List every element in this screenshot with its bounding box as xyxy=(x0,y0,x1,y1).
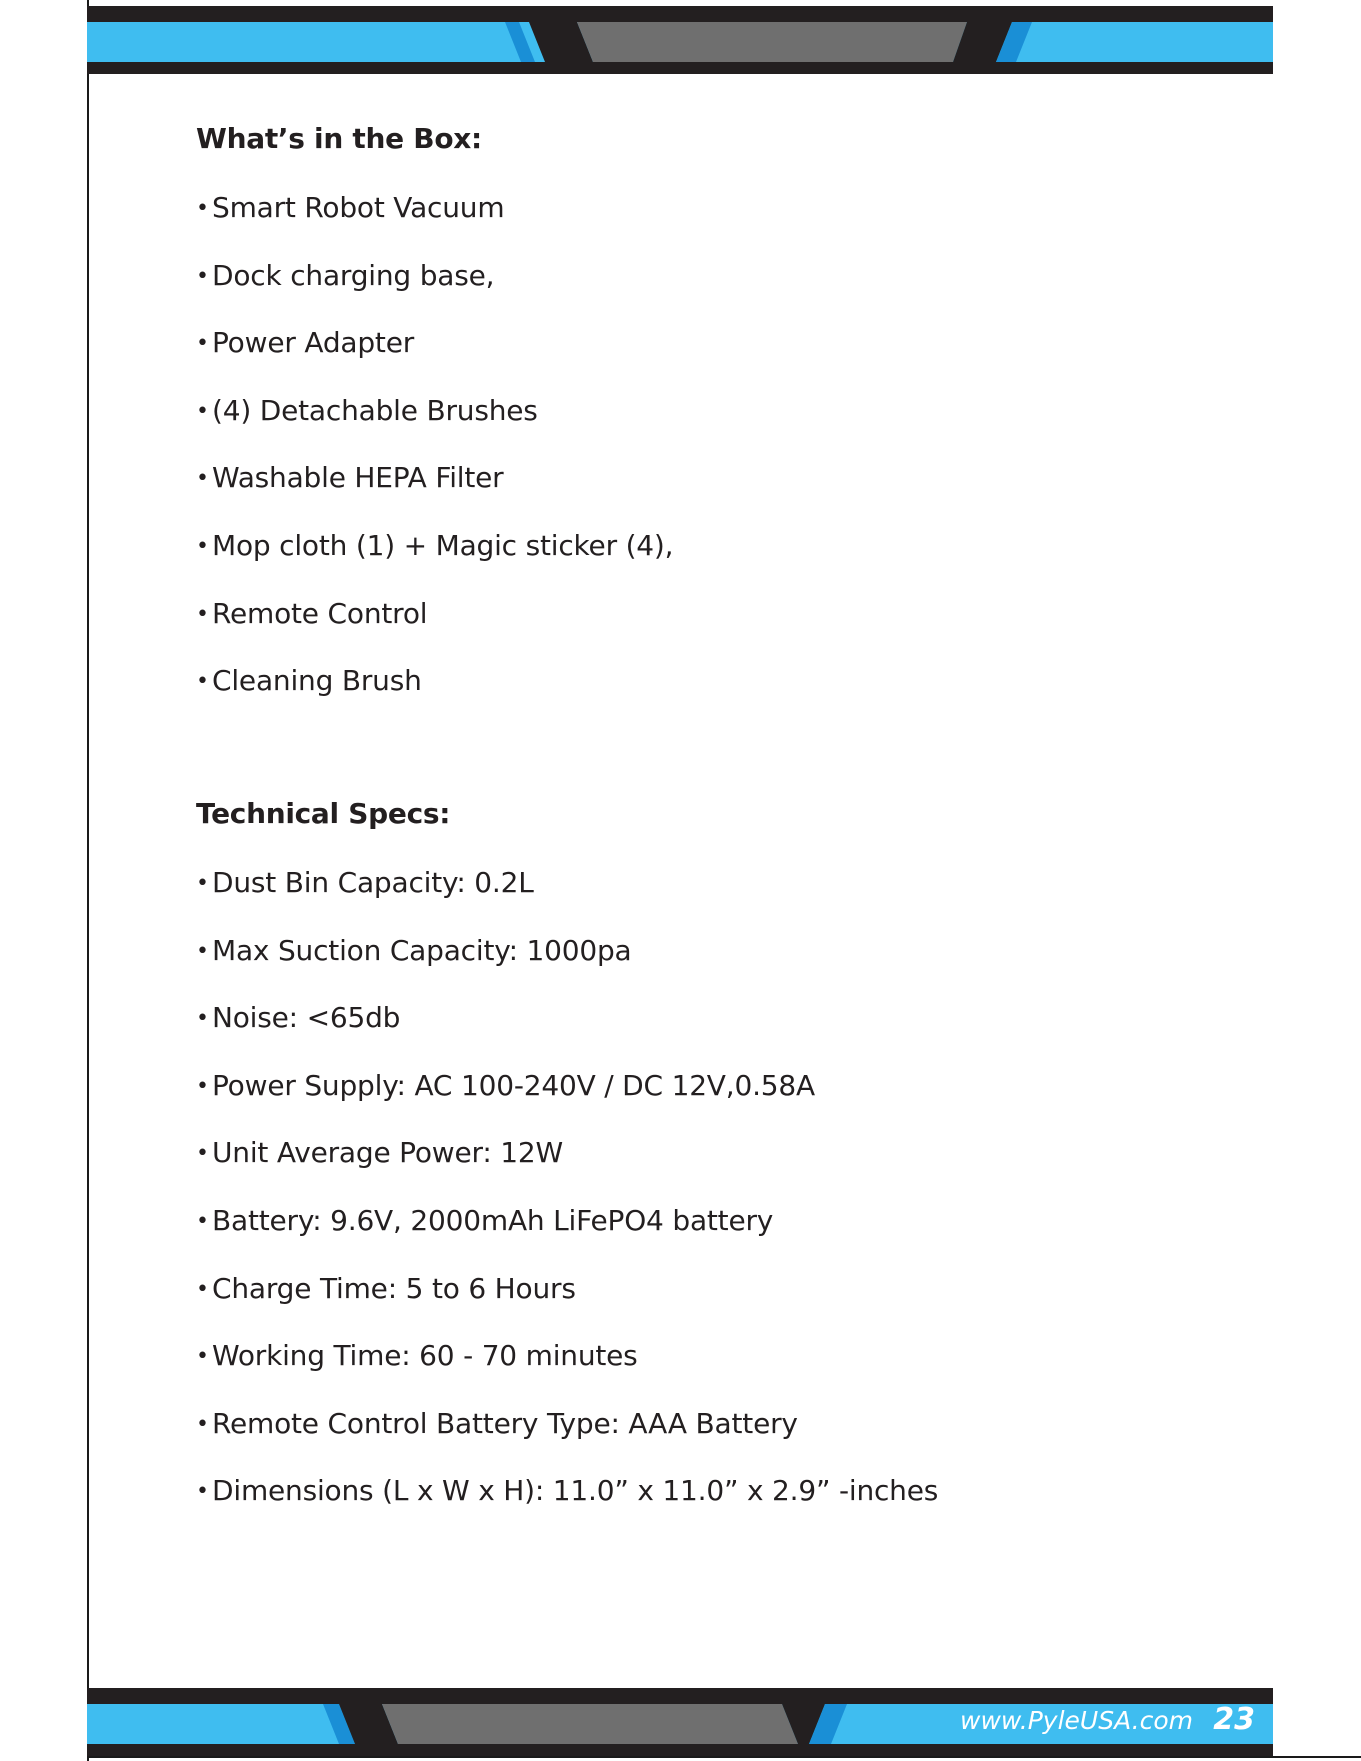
bullet-icon: • xyxy=(196,398,209,424)
box-item xyxy=(196,664,422,699)
spec-item-text: Max Suction Capacity: 1000pa xyxy=(212,933,632,967)
bullet-icon: • xyxy=(196,263,209,289)
bullet-icon: • xyxy=(196,196,209,221)
bullet-icon: • xyxy=(196,938,209,964)
bullet-icon: • xyxy=(196,1006,209,1032)
spec-item xyxy=(196,1204,773,1239)
spec-item xyxy=(196,1136,563,1171)
box-item xyxy=(196,394,538,429)
spec-item-text: Charge Time: 5 to 6 Hours xyxy=(212,1271,576,1305)
box-item-text: Dock charging base, xyxy=(212,258,495,292)
bullet-icon: • xyxy=(196,1141,209,1167)
spec-item-text: Battery: 9.6V, 2000mAh LiFePO4 battery xyxy=(212,1204,774,1237)
spec-item-text: Unit Average Power: 12W xyxy=(212,1136,563,1170)
specs-section-title: Technical Specs: xyxy=(196,797,451,830)
footer-decorative-band xyxy=(87,1688,1273,1756)
spec-item-text: Dimensions (L x W x H): 11.0” x 11.0” x 2.9” -inches xyxy=(212,1474,939,1508)
box-item-text: Mop cloth (1) + Magic sticker (4), xyxy=(212,529,674,562)
bullet-icon: • xyxy=(196,331,209,357)
spec-item xyxy=(196,1474,938,1509)
bullet-icon: • xyxy=(196,1209,209,1234)
box-item xyxy=(196,529,673,564)
spec-item-text: Working Time: 60 - 70 minutes xyxy=(212,1339,638,1373)
bullet-icon: • xyxy=(196,1411,209,1437)
spec-item xyxy=(196,1407,798,1442)
box-item xyxy=(196,259,494,294)
header-decorative-band xyxy=(87,6,1273,74)
spec-item xyxy=(196,1272,576,1307)
spec-item xyxy=(196,866,534,901)
page-number: 23 xyxy=(1213,1702,1255,1737)
spec-item-text: Dust Bin Capacity: 0.2L xyxy=(212,866,534,899)
bullet-icon: • xyxy=(196,1276,209,1302)
spec-item xyxy=(196,934,632,969)
bullet-icon: • xyxy=(196,601,209,627)
spec-item-text: Remote Control Battery Type: AAA Battery xyxy=(212,1406,798,1440)
bullet-icon: • xyxy=(196,1479,209,1505)
box-item xyxy=(196,326,414,361)
spec-item xyxy=(196,1001,400,1036)
footer-website-url: www.PyleUSA.com xyxy=(960,1706,1193,1735)
page-left-border xyxy=(87,0,89,1761)
box-item-text: (4) Detachable Brushes xyxy=(212,393,538,427)
box-item xyxy=(196,191,504,226)
bullet-icon: • xyxy=(196,669,209,695)
bullet-icon: • xyxy=(196,1344,209,1370)
bullet-icon: • xyxy=(196,466,209,492)
bullet-icon: • xyxy=(196,534,209,559)
bullet-icon: • xyxy=(196,1073,209,1099)
box-item-text: Remote Control xyxy=(212,596,428,630)
box-item-text: Smart Robot Vacuum xyxy=(212,191,505,224)
box-section-title: What’s in the Box: xyxy=(196,122,482,155)
spec-item xyxy=(196,1069,815,1104)
box-item-text: Power Adapter xyxy=(212,326,415,360)
bullet-icon: • xyxy=(196,871,209,896)
box-item xyxy=(196,597,427,632)
spec-item-text: Power Supply: AC 100-240V / DC 12V,0.58A xyxy=(212,1068,815,1102)
box-item-text: Washable HEPA Filter xyxy=(212,461,504,495)
box-item xyxy=(196,461,503,496)
box-item-text: Cleaning Brush xyxy=(212,664,422,698)
page-bottom-border xyxy=(87,1756,1361,1758)
spec-item-text: Noise: <65db xyxy=(212,1001,401,1035)
spec-item xyxy=(196,1339,638,1374)
